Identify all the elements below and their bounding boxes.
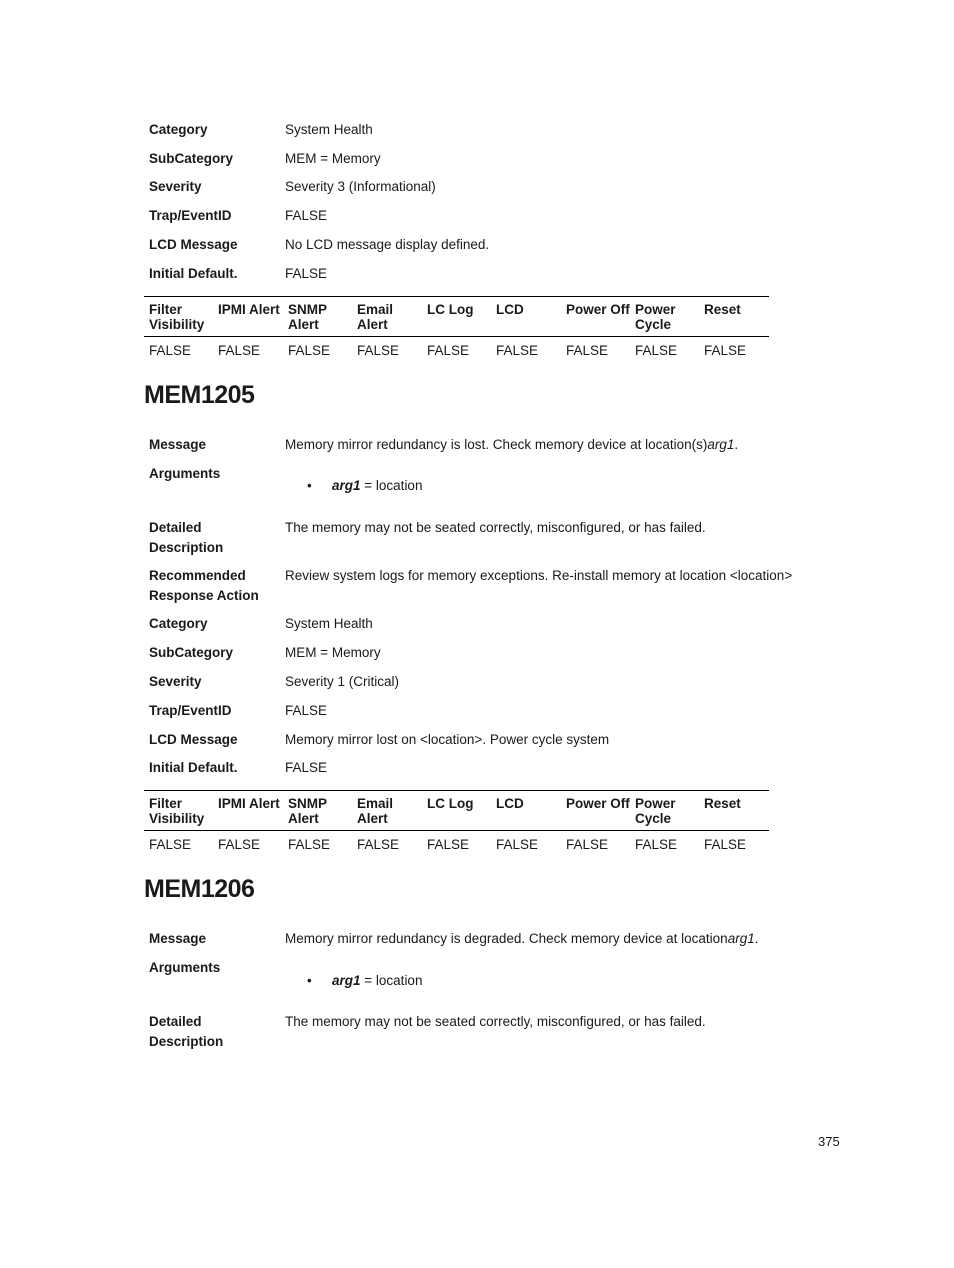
header-text: Alert xyxy=(357,317,388,332)
header-text: Filter xyxy=(149,796,183,811)
arg-value: location xyxy=(375,478,423,493)
category-label: Category xyxy=(149,122,208,137)
cell-email-alert: FALSE xyxy=(357,343,400,358)
detailed-description-value: The memory may not be seated correctly, misconfigured, or has failed. xyxy=(285,1014,706,1029)
page-number: 375 xyxy=(818,1134,840,1149)
initial-default-value: FALSE xyxy=(285,760,328,775)
cell-reset: FALSE xyxy=(704,837,747,852)
trap-eventid-label: Trap/EventID xyxy=(149,703,232,718)
header-snmp-alert xyxy=(288,796,356,826)
message-text: Memory mirror redundancy is degraded. Check memory device at location xyxy=(285,931,728,946)
cell-power-cycle: FALSE xyxy=(635,343,678,358)
argument-item xyxy=(332,971,422,990)
arg-value: location xyxy=(375,973,423,988)
detailed-description-value: The memory may not be seated correctly, misconfigured, or has failed. xyxy=(285,520,706,535)
arg-eq: = xyxy=(360,973,376,988)
initial-default-label: Initial Default. xyxy=(149,266,238,281)
header-reset: Reset xyxy=(704,796,741,811)
table-header-rule xyxy=(144,830,769,831)
cell-filter-visibility: FALSE xyxy=(149,837,192,852)
message-label: Message xyxy=(149,931,207,946)
header-email-alert xyxy=(357,796,425,826)
cell-snmp-alert: FALSE xyxy=(288,837,331,852)
table-top-rule xyxy=(144,790,769,791)
cell-power-cycle: FALSE xyxy=(635,837,678,852)
header-text: Email xyxy=(357,796,394,811)
cell-snmp-alert: FALSE xyxy=(288,343,331,358)
header-text: Cycle xyxy=(635,317,672,332)
bullet-icon: • xyxy=(307,478,312,493)
header-text: Power xyxy=(635,796,676,811)
detailed-description-label xyxy=(149,1012,279,1051)
category-label: Category xyxy=(149,616,208,631)
header-lcd: LCD xyxy=(496,796,524,811)
header-text: Filter xyxy=(149,302,183,317)
cell-filter-visibility: FALSE xyxy=(149,343,192,358)
header-ipmi-alert: IPMI Alert xyxy=(218,302,280,317)
label-line: Response Action xyxy=(149,587,259,603)
section-heading-mem1206: MEM1206 xyxy=(144,875,255,903)
bullet-icon: • xyxy=(307,973,312,988)
table-header-rule xyxy=(144,336,769,337)
message-arg: arg1 xyxy=(707,437,735,452)
header-text: Cycle xyxy=(635,811,672,826)
cell-ipmi-alert: FALSE xyxy=(218,837,261,852)
argument-item xyxy=(332,476,422,495)
message-value xyxy=(285,435,738,455)
cell-lc-log: FALSE xyxy=(427,343,470,358)
lcd-message-label: LCD Message xyxy=(149,237,238,252)
lcd-message-label: LCD Message xyxy=(149,732,238,747)
header-text: Visibility xyxy=(149,317,205,332)
header-text: Power xyxy=(635,302,676,317)
severity-value: Severity 1 (Critical) xyxy=(285,674,400,689)
arguments-label: Arguments xyxy=(149,466,221,481)
header-text: Alert xyxy=(288,811,319,826)
category-value: System Health xyxy=(285,616,373,631)
header-snmp-alert xyxy=(288,302,356,332)
header-power-off: Power Off xyxy=(566,796,630,811)
section-heading-mem1205: MEM1205 xyxy=(144,381,255,409)
label-line: Detailed xyxy=(149,1014,202,1029)
severity-value: Severity 3 (Informational) xyxy=(285,179,436,194)
header-text: Email xyxy=(357,302,394,317)
message-label: Message xyxy=(149,437,207,452)
table-top-rule xyxy=(144,296,769,297)
lcd-message-value: Memory mirror lost on <location>. Power cycle system xyxy=(285,732,610,747)
message-arg: arg1 xyxy=(727,931,755,946)
header-filter-visibility xyxy=(149,796,217,826)
trap-eventid-value: FALSE xyxy=(285,703,328,718)
arguments-label: Arguments xyxy=(149,960,221,975)
lcd-message-value: No LCD message display defined. xyxy=(285,237,490,252)
cell-lc-log: FALSE xyxy=(427,837,470,852)
header-text: Alert xyxy=(288,317,319,332)
header-text: SNMP xyxy=(288,796,328,811)
subcategory-value: MEM = Memory xyxy=(285,645,381,660)
message-value xyxy=(285,929,758,949)
severity-label: Severity xyxy=(149,179,202,194)
cell-lcd: FALSE xyxy=(496,837,539,852)
header-email-alert xyxy=(357,302,425,332)
cell-lcd: FALSE xyxy=(496,343,539,358)
cell-ipmi-alert: FALSE xyxy=(218,343,261,358)
header-power-cycle xyxy=(635,796,703,826)
header-power-cycle xyxy=(635,302,703,332)
initial-default-label: Initial Default. xyxy=(149,760,238,775)
header-text: SNMP xyxy=(288,302,328,317)
header-text: Visibility xyxy=(149,811,205,826)
header-lc-log: LC Log xyxy=(427,796,474,811)
message-end: . xyxy=(734,437,739,452)
detailed-description-label xyxy=(149,518,279,557)
initial-default-value: FALSE xyxy=(285,266,328,281)
cell-power-off: FALSE xyxy=(566,343,609,358)
header-lcd: LCD xyxy=(496,302,524,317)
label-line: Description xyxy=(149,539,224,555)
arg-name: arg1 xyxy=(332,973,361,988)
severity-label: Severity xyxy=(149,674,202,689)
cell-reset: FALSE xyxy=(704,343,747,358)
header-lc-log: LC Log xyxy=(427,302,474,317)
cell-power-off: FALSE xyxy=(566,837,609,852)
subcategory-label: SubCategory xyxy=(149,645,234,660)
header-filter-visibility xyxy=(149,302,217,332)
subcategory-value: MEM = Memory xyxy=(285,151,381,166)
cell-email-alert: FALSE xyxy=(357,837,400,852)
arg-name: arg1 xyxy=(332,478,361,493)
label-line: Description xyxy=(149,1033,224,1049)
subcategory-label: SubCategory xyxy=(149,151,234,166)
category-value: System Health xyxy=(285,122,373,137)
trap-eventid-value: FALSE xyxy=(285,208,328,223)
header-power-off: Power Off xyxy=(566,302,630,317)
arg-eq: = xyxy=(360,478,376,493)
header-text: Alert xyxy=(357,811,388,826)
header-reset: Reset xyxy=(704,302,741,317)
recommended-action-value: Review system logs for memory exceptions. Re-install memory at location <location> xyxy=(285,568,793,583)
label-line: Detailed xyxy=(149,520,202,535)
message-end: . xyxy=(754,931,759,946)
recommended-action-label xyxy=(149,566,279,605)
message-text: Memory mirror redundancy is lost. Check memory device at location(s) xyxy=(285,437,708,452)
header-ipmi-alert: IPMI Alert xyxy=(218,796,280,811)
label-line: Recommended xyxy=(149,568,246,583)
trap-eventid-label: Trap/EventID xyxy=(149,208,232,223)
